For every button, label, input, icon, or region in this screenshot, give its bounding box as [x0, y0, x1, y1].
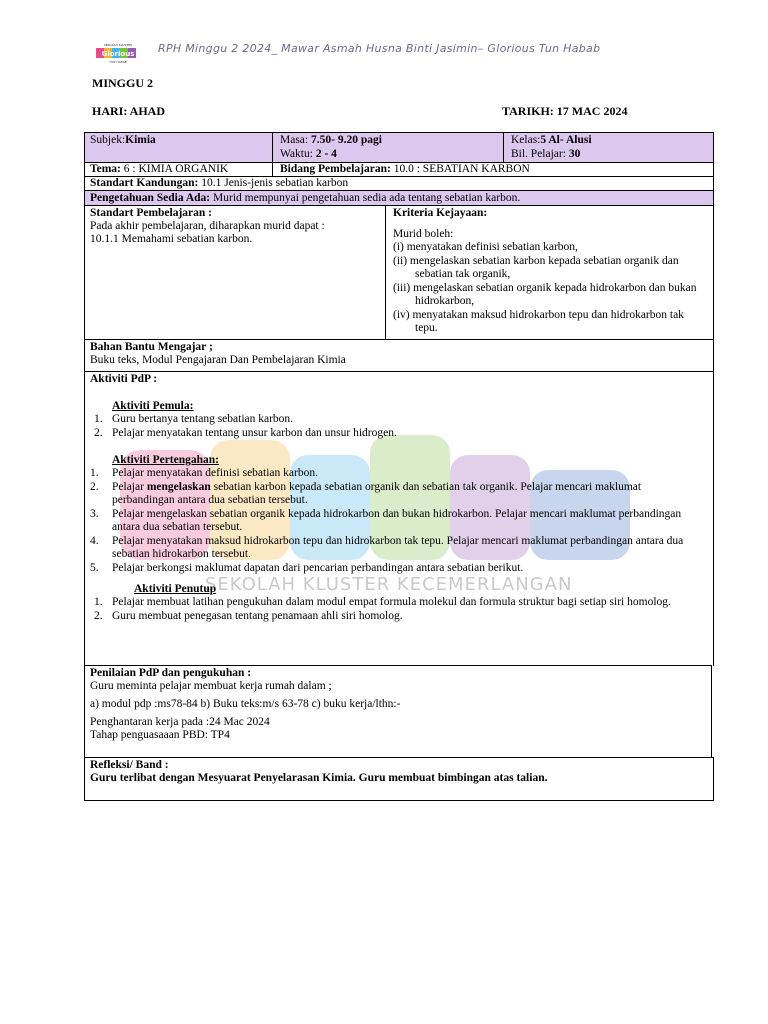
kriteria-kejayaan: Kriteria Kejayaan: Murid boleh: (i) menyatakan definisi sebatian karbon, (ii) mengelaskan sebatian karbon kepada sebatian organik dan sebatian tak organik, (iii) mengelaskan sebatian organik kepada hidrokarbon dan bukan hidrokarbon, (iv) menyatakan maksud hidrokarbon tepu dan hidrokarbon tak tepu. [388, 206, 710, 337]
row-sp-kriteria [84, 205, 714, 340]
svg-text:SEKOLAH KLUSTER: SEKOLAH KLUSTER [103, 43, 133, 47]
svg-text:Glorious: Glorious [101, 50, 135, 58]
row-subjek [84, 132, 714, 163]
row-pengetahuan-sedia-ada: Pengetahuan Sedia Ada: Murid mempunyai pengetahuan sedia ada tentang sebatian karbon. [84, 190, 714, 206]
pertengahan-item: 2. Pelajar mengelaskan sebatian karbon kepada sebatian organik dan sebatian tak organik. Pelajar mencari maklumat perbandingan antara dua sebatian tersebut. [90, 480, 642, 506]
row-tema [84, 162, 714, 177]
row-penilaian: Penilaian PdP dan pengukuhan : Guru meminta pelajar membuat kerja rumah dalam ; a) modul pdp :ms78-84 b) Buku teks:m/s 63-78 c) buku kerja/lthn:- Penghantaran kerja pada :24 Mac 2024 Tahap penguasaaan PBD: TP4 [84, 665, 712, 758]
subjek: Subjek:Kimia [90, 134, 156, 146]
kriteria-item: (ii) mengelaskan sebatian karbon kepada sebatian organik dan sebatian tak organik, [393, 254, 679, 280]
header-line: RPH Minggu 2 2024_ Mawar Asmah Husna Binti Jasimin– Glorious Tun Habab [158, 42, 601, 55]
pertengahan-item: 1. Pelajar menyatakan definisi sebatian karbon. [90, 467, 318, 479]
penutup-title: Aktiviti Penutup [134, 583, 217, 595]
pertengahan-item: 5. Pelajar berkongsi maklumat dapatan dari pencarian perbandingan antara sebatian berikut. [90, 561, 524, 574]
pemula-item: 2. Pelajar menyatakan tentang unsur karbon dan unsur hidrogen. [94, 426, 397, 439]
bidang-pembelajaran: Bidang Pembelajaran: 10.0 : SEBATIAN KARBON [280, 163, 530, 175]
minggu: MINGGU 2 [92, 76, 153, 90]
hari: HARI: AHAD [92, 104, 166, 118]
standart-pembelajaran: Standart Pembelajaran : Pada akhir pembelajaran, diharapkan murid dapat : 10.1.1 Memahami sebatian karbon. [90, 207, 325, 245]
kriteria-item: (i) menyatakan definisi sebatian karbon, [393, 241, 578, 253]
watermark-text: SEKOLAH KLUSTER KECEMERLANGAN [205, 574, 573, 595]
bil-pelajar: Bil. Pelajar: 30 [511, 148, 581, 160]
masa: Masa: 7.50- 9.20 pagi [280, 134, 382, 146]
pemula-title: Aktiviti Pemula: [112, 400, 194, 412]
school-logo [90, 42, 146, 66]
row-bahan-bantu: Bahan Bantu Mengajar ; Buku teks, Modul Pengajaran Dan Pembelajaran Kimia [84, 339, 714, 372]
penutup-item: 1. Pelajar membuat latihan pengukuhan dalam modul empat formula molekul dan formula struktur bagi setiap siri homolog. [94, 596, 671, 608]
waktu: Waktu: 2 - 4 [280, 148, 337, 160]
row-refleksi: Refleksi/ Band : Guru terlibat dengan Mesyuarat Penyelarasan Kimia. Guru membuat bimbingan atas talian. [84, 757, 714, 801]
pertengahan-item: 4. Pelajar menyatakan maksud hidrokarbon tepu dan hidrokarbon tak tepu. Pelajar mencari maklumat perbandingan antara dua sebatian hidrokarbon tersebut. [90, 534, 684, 560]
kriteria-item: (iii) mengelaskan sebatian organik kepada hidrokarbon dan bukan hidrokarbon, [393, 281, 697, 307]
row-aktiviti: Aktiviti PdP : Aktiviti Pemula: 1. Guru bertanya tentang sebatian karbon. 2. Pelajar menyatakan tentang unsur karbon dan unsur hidrogen. Aktiviti Pertengahan: 1. Pelajar menyatakan definisi sebatian karbon. 2. Pelajar mengelaskan sebatian karbon kepada sebatian organik dan sebatian tak organik. Pelajar mencari maklumat perbandingan antara dua sebatian tersebut. 3. Pelajar mengelaskan sebatian organik kepada hidrokarbon dan bukan hidrokarbon. Pelajar mencari maklumat perbandingan antara dua sebatian tersebut. 4. Pelajar menyatakan maksud hidrokarbon tepu dan hidrokarbon tak tepu. Pelajar mencari maklumat perbandingan antara dua sebatian hidrokarbon tersebut. 5. Pelajar berkongsi maklumat dapatan dari pencarian perbandingan antara sebatian berikut. Aktiviti Penutup 1. Pelajar membuat latihan pengukuhan dalam modul empat formula molekul dan formula struktur bagi setiap siri homolog. 2. Guru membuat penegasan tentang penamaan ahli siri homolog. [84, 371, 714, 666]
tarikh: TARIKH: 17 MAC 2024 [502, 104, 628, 118]
pertengahan-item: 3. Pelajar mengelaskan sebatian organik kepada hidrokarbon dan bukan hidrokarbon. Pelajar mencari maklumat perbandingan antara dua sebatian tersebut. [90, 507, 682, 533]
pertengahan-title: Aktiviti Pertengahan: [112, 454, 220, 466]
tema: Tema: 6 : KIMIA ORGANIK [90, 163, 229, 175]
kriteria-item: (iv) menyatakan maksud hidrokarbon tepu dan hidrokarbon tak tepu. [393, 308, 684, 334]
svg-text:TUN HABAB: TUN HABAB [109, 60, 127, 64]
pemula-item: 1. Guru bertanya tentang sebatian karbon. [94, 413, 294, 425]
row-standart-kandungan: Standart Kandungan: 10.1 Jenis-jenis sebatian karbon [84, 176, 714, 191]
kelas: Kelas:5 Al- Alusi [511, 134, 592, 146]
penutup-item: 2. Guru membuat penegasan tentang penamaan ahli siri homolog. [94, 609, 403, 622]
